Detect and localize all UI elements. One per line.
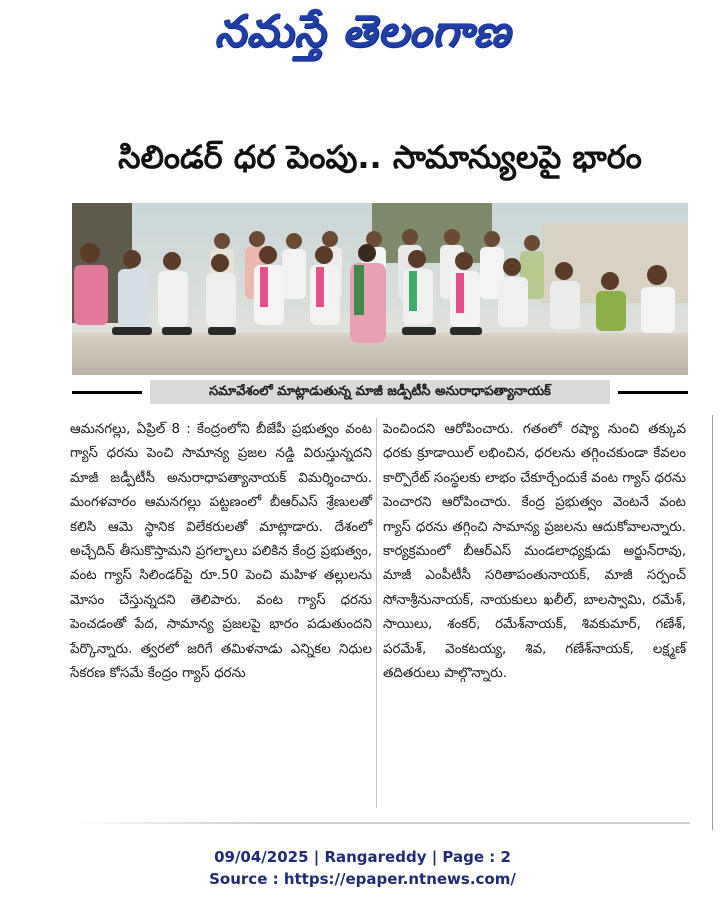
group-photo-image (72, 203, 688, 375)
footer-date-edition-page: 09/04/2025 | Rangareddy | Page : 2 (214, 848, 511, 866)
article-bottom-rule (70, 822, 690, 824)
page-right-rule (712, 415, 713, 830)
caption-rule-right (618, 391, 688, 394)
masthead (0, 0, 725, 80)
article-headline: సిలిండర్ ధర పెంపు.. సామాన్యులపై భారం (118, 138, 642, 176)
page-footer (0, 846, 725, 890)
footer-source-link[interactable]: Source : https://epaper.ntnews.com/ (209, 870, 516, 888)
photo-caption-bar (72, 376, 688, 408)
column-divider (376, 418, 377, 808)
article-column-right: పెంచిందని ఆరోపించారు. గతంలో రష్యా నుంచి తక్కువ ధరకు క్రూడాయిల్ లభించిన, ధరలను తగ్గించకుండా కేవలం కార్పొరేట్ సంస్థలకు లాభం చేకూర్చేందుకే వంట గ్యాస్ ధరను పెంచారని ఆరోపించారు. కేంద్ర ప్రభుత్వం వెంటనే వంట గ్యాస్ ధరను తగ్గించి సామాన్య ప్రజలను ఆదుకోవాలన్నారు. కార్యక్రమంలో బీఆర్ఎస్ మండలాధ్యక్షుడు అర్జున్‌రావు, మాజీ ఎంపీటీసీ సరితాపంతునాయక్, మాజీ సర్పంచ్ సోనాశ్రీనునాయక్, నాయకులు ఖలీల్, బాలస్వామి, రమేశ్, సాయిలు, శంకర్, రమేశ్‌నాయక్, శివకుమార్, గణేశ్, పరమేశ్, వెంకటయ్య, శివ, గణేశ్‌నాయక్, లక్ష్మణ్ తదితరులు పాల్గొన్నారు. (383, 422, 686, 682)
article-column-left: ఆమనగల్లు, ఏప్రిల్ 8 : కేంద్రంలోని బీజేపీ ప్రభుత్వం వంట గ్యాస్ ధరను పెంచి సామాన్య ప్రజల నడ్డి విరుస్తున్నదని మాజీ జడ్పీటీసీ అనురాధాపత్యానాయక్ విమర్శించారు. మంగళవారం ఆమనగల్లు పట్టణంలో బీఆర్ఎస్ శ్రేణులతో కలిసి ఆమె స్థానిక విలేకరులతో మాట్లాడారు. దేశంలో అచ్చేదిన్ తీసుకొస్తామని ప్రగల్భాలు పలికిన కేంద్ర ప్రభుత్వం, వంట గ్యాస్ సిలిండర్‌పై రూ.50 పెంచి మహిళ తల్లులను మోసం చేస్తున్నదని తెలిపారు. వంట గ్యాస్ ధరను పెంచడంతో పేద, సామాన్య ప్రజలపై భారం పడుతుందని పేర్కొన్నారు. త్వరలో జరిగే తమిళనాడు ఎన్నికల నిధుల సేకరణ కోసమే కేంద్రం గ్యాస్ ధరను (70, 422, 372, 682)
caption-rule-left (72, 391, 142, 394)
newspaper-logo: నమస్తే తెలంగాణ (214, 6, 511, 57)
article-photo (72, 203, 688, 375)
photo-caption: సమావేశంలో మాట్లాడుతున్న మాజీ జడ్పీటీసీ అనురాధాపత్యానాయక్ (150, 380, 610, 404)
